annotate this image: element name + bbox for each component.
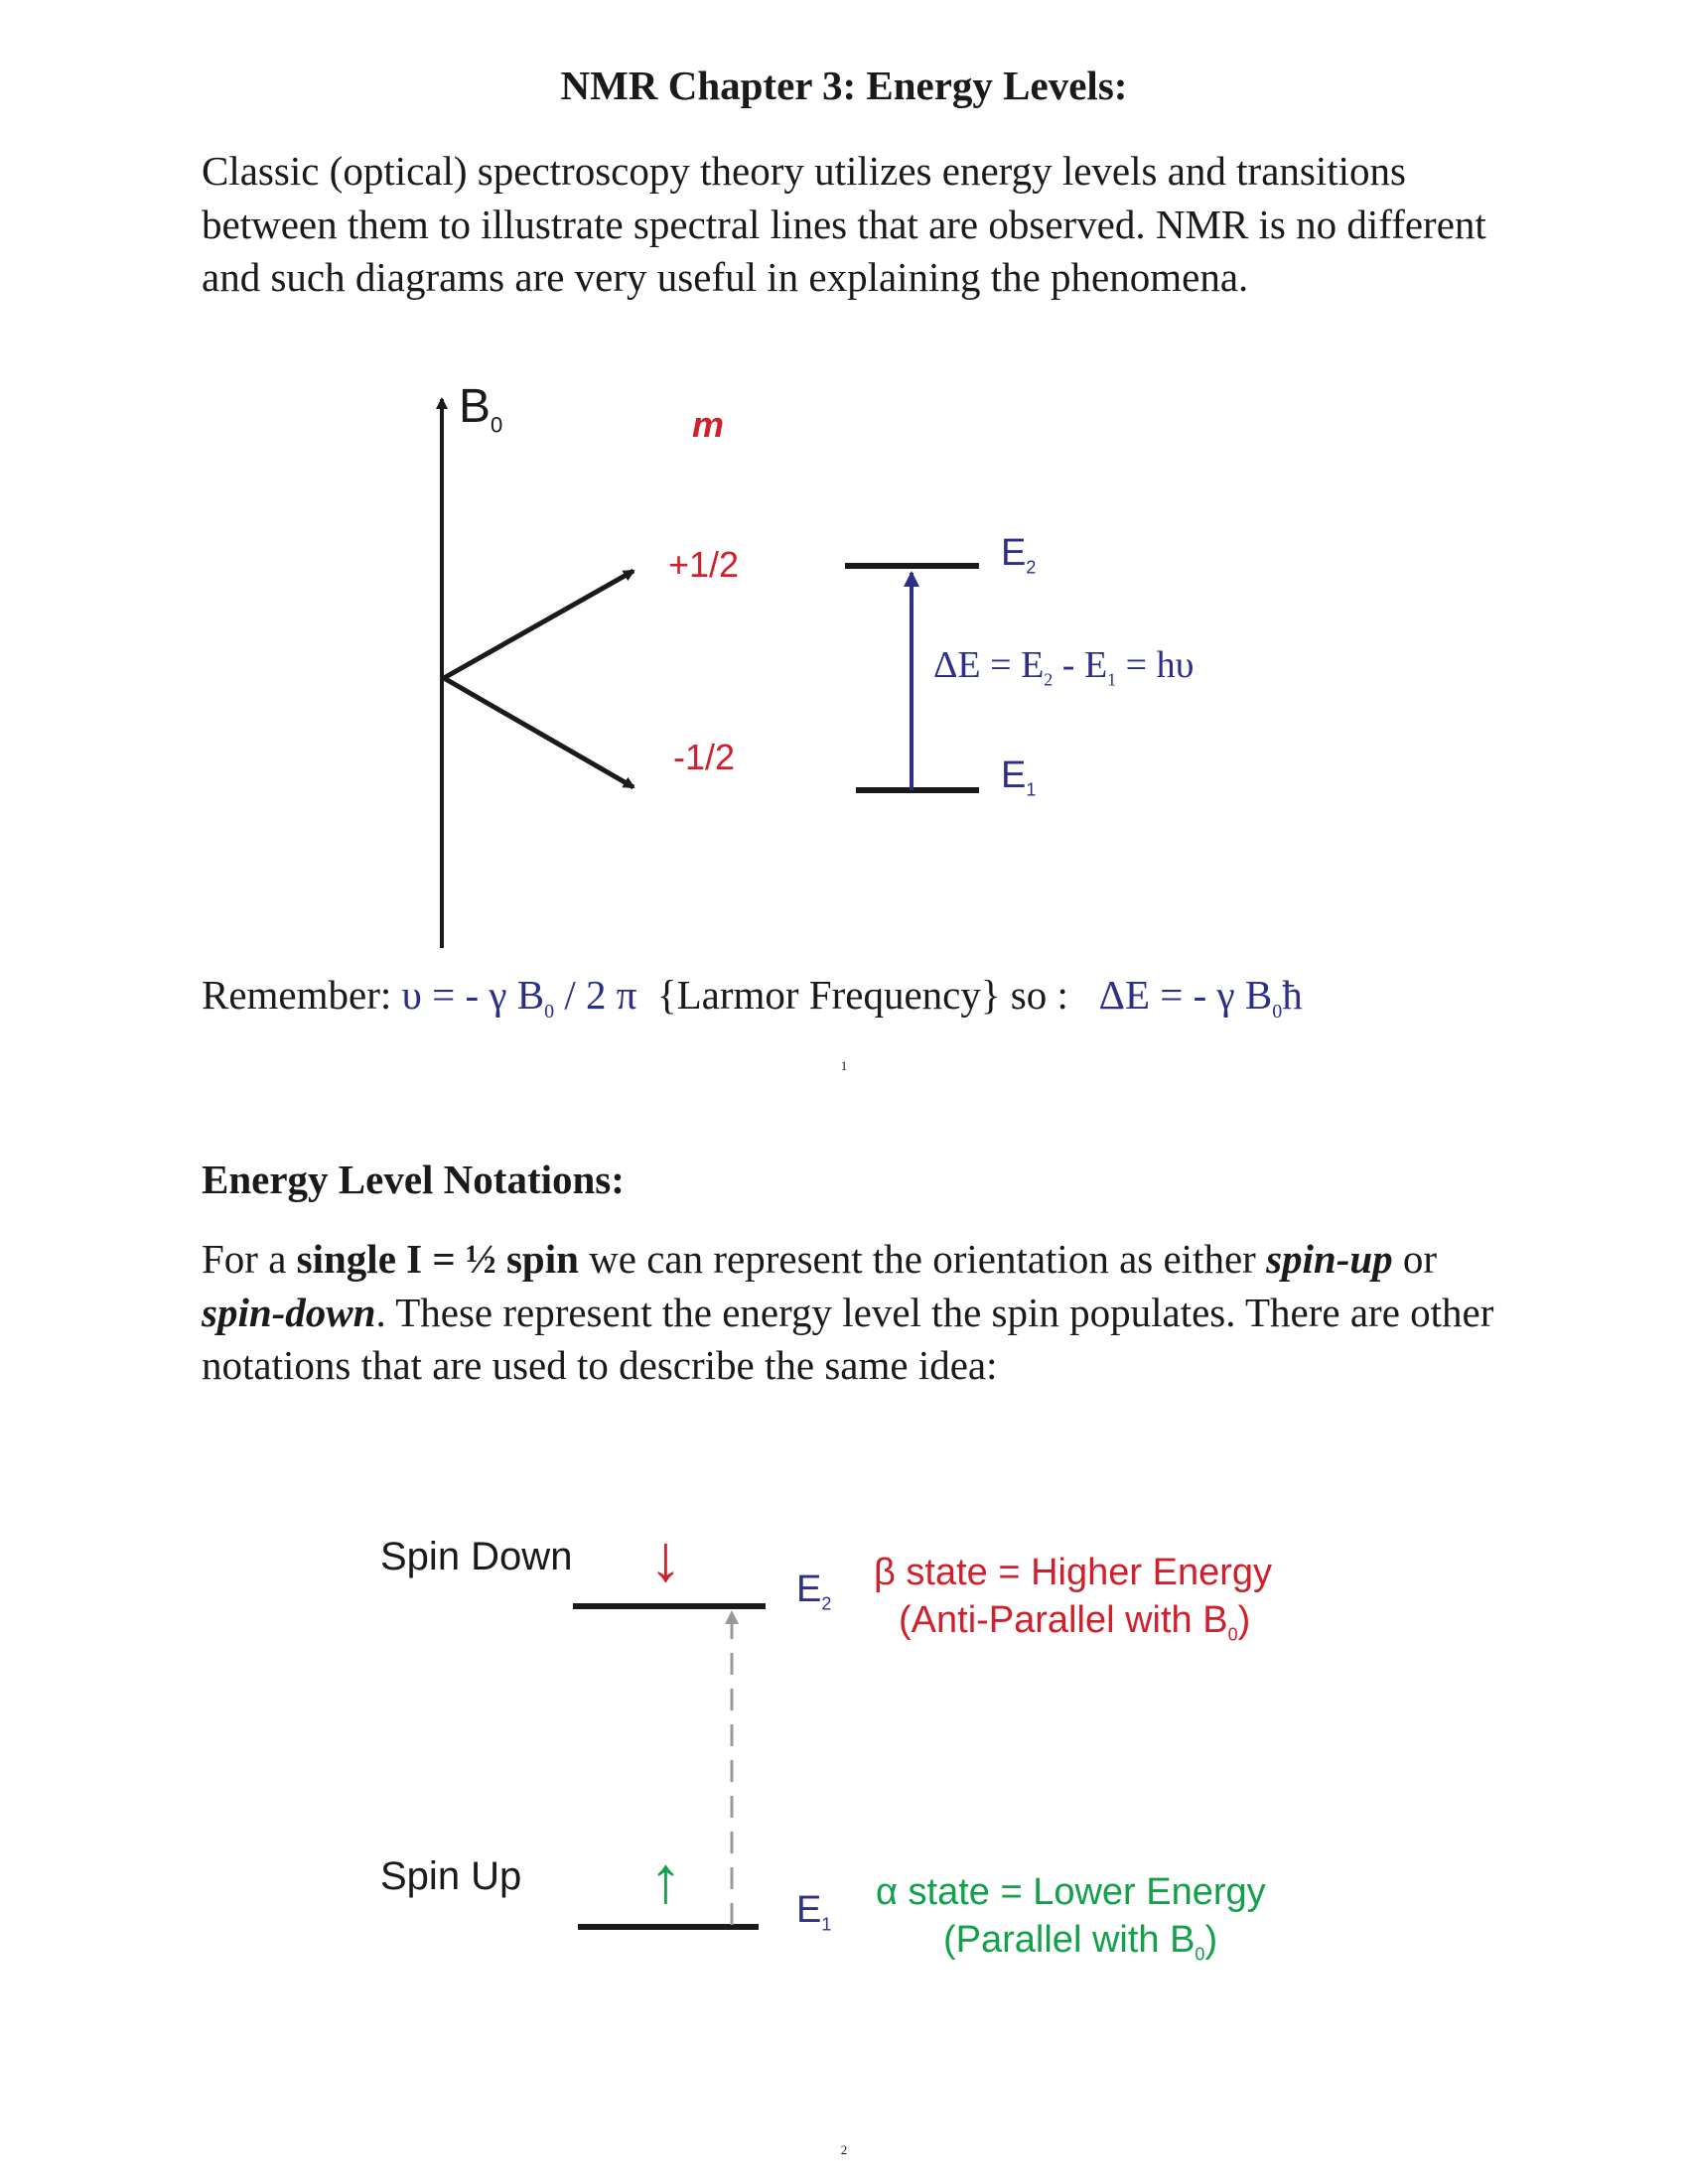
energy-level-diagram xyxy=(0,0,1688,993)
spin-e1-label: $E_1$ xyxy=(796,1889,832,1935)
delta-e-equation: $\Delta E = E_2 - E_1 = h\upsilon$ xyxy=(933,644,1195,690)
section-heading: Energy Level Notations: xyxy=(202,1157,625,1202)
section2-text: For a single I = ½ spin we can represent the orientation as either spin-up or spin-down. These represent the energy level the spin populates. There are other notations that are used to describe the same idea: xyxy=(202,1236,1494,1388)
minus-half-label: -1/2 xyxy=(673,737,736,777)
b0-label: $B_0$ xyxy=(459,380,503,438)
page-title: NMR Chapter 3: Energy Levels: xyxy=(560,63,1128,108)
intro-text: Classic (optical) spectroscopy theory utilizes energy levels and transitions between them to illustrate spectral lines that are observed. NMR is no different and such diagrams are very useful in explaining the phenomena. xyxy=(202,148,1486,300)
spin-down-label: Spin Down xyxy=(380,1535,573,1578)
spin-down-arrow-icon: ↓ xyxy=(649,1521,682,1594)
beta-state-line1: β state = Higher Energy xyxy=(874,1552,1273,1593)
spin-up-arrow-icon: ↑ xyxy=(649,1843,682,1916)
remember-line: Remember: υ = - γ $B_0 / 2$ π {Larmor Frequency} so : ΔE = - γ $B_0ħ$ xyxy=(202,972,1303,1024)
spin-state-diagram xyxy=(0,1489,1688,1985)
page-number-1: 1 xyxy=(840,1058,848,1073)
plus-half-label: +1/2 xyxy=(668,544,740,585)
section2-paragraph xyxy=(202,1233,1522,1393)
e2-label: $E_2$ xyxy=(1001,532,1037,578)
page-number-2: 2 xyxy=(840,2142,848,2157)
alpha-state-line1: α state = Lower Energy xyxy=(876,1871,1266,1913)
spin-minus-vector xyxy=(444,678,633,787)
spin-e2-label: $E_2$ xyxy=(796,1569,832,1614)
e1-label: $E_1$ xyxy=(1001,754,1037,800)
m-quantum-number-label: m xyxy=(692,404,725,445)
alpha-state-line2: (Parallel with $B_0$) xyxy=(943,1919,1218,1965)
beta-state-line2: (Anti-Parallel with $B_0$) xyxy=(899,1599,1251,1645)
energy-diagram-graphics xyxy=(0,0,1688,993)
spin-up-label: Spin Up xyxy=(380,1854,522,1898)
spin-plus-vector xyxy=(444,571,633,678)
spin-diagram-graphics xyxy=(0,1489,1688,1985)
